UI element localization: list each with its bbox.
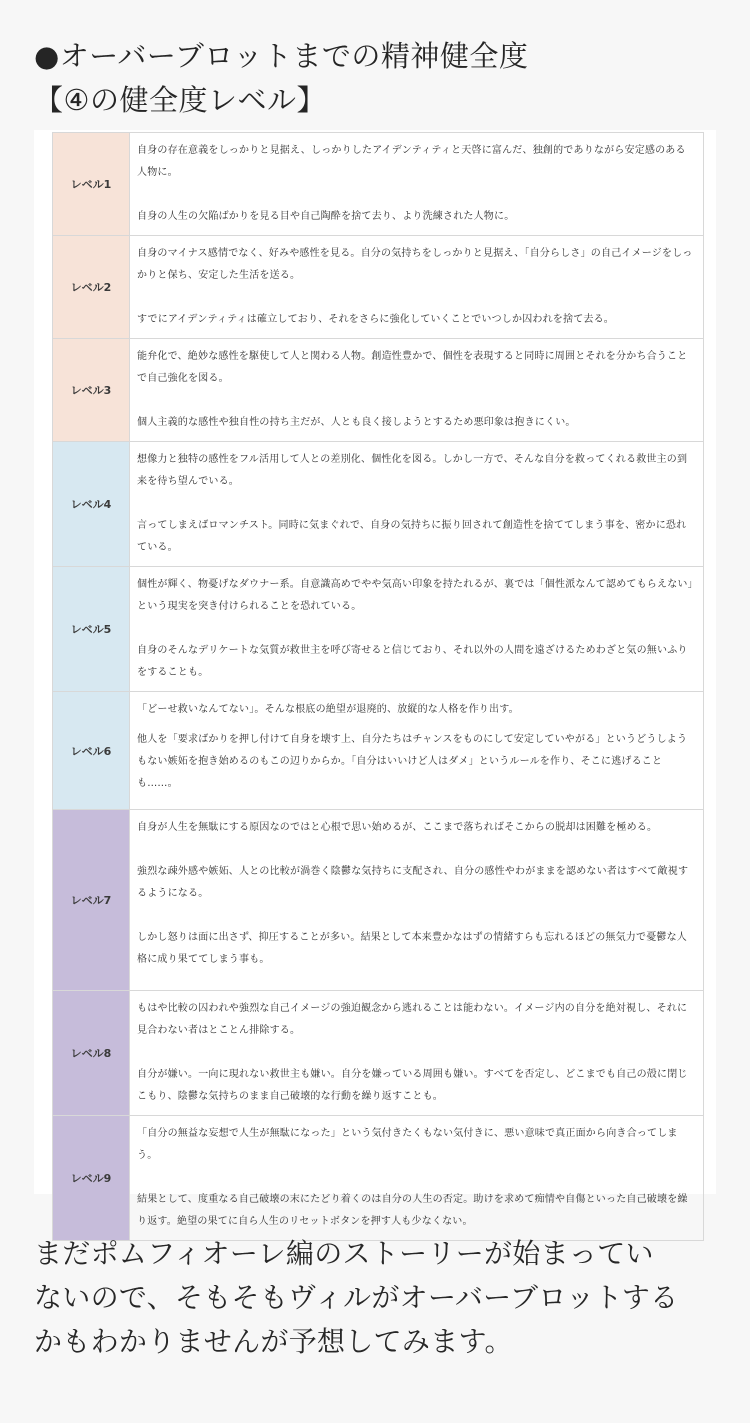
description-paragraph: 自身のマイナス感情でなく、好みや感性を見る。自分の気持ちをしっかりと見据え、「自分らしさ」の自己イメージをしっかりと保ち、安定した生活を送る。: [137, 248, 693, 281]
description-paragraph: 「どーせ救いなんてない」。そんな根底の絶望が退廃的、放縦的な人格を作り出す。: [137, 704, 519, 715]
level-label: レベル5: [53, 567, 130, 692]
level-label: レベル4: [53, 442, 130, 567]
level-label: レベル8: [53, 991, 130, 1116]
description-paragraph: 自身が人生を無駄にする原因なのではと心根で思い始めるが、ここまで落ちればそこからの脱却は困難を極める。: [137, 822, 658, 833]
description-paragraph: 自身の存在意義をしっかりと見据え、しっかりしたアイデンティティと天啓に富んだ、独創的でありながら安定感のある人物に。: [137, 145, 686, 178]
description-paragraph: 言ってしまえばロマンチスト。同時に気まぐれで、自身の気持ちに振り回されて創造性を捨ててしまう事を、密かに恐れている。: [137, 520, 687, 553]
description-paragraph: 想像力と独特の感性をフル活用して人との差別化、個性化を図る。しかし一方で、そんな自分を救ってくれる救世主の到来を待ち望んでいる。: [137, 454, 688, 487]
level-description: [130, 236, 704, 339]
table-row-level-3: [53, 339, 704, 442]
description-paragraph: しかし怒りは面に出さず、抑圧することが多い。結果として本来豊かなはずの情緒すらも忘れるほどの無気力で憂鬱な人格に成り果ててしまう事も。: [137, 932, 687, 965]
table-row-level-7: [53, 810, 704, 991]
description-paragraph: 能弁化で、絶妙な感性を駆使して人と関わる人物。創造性豊かで、個性を表現すると同時に周囲とそれを分かち合うことで自己強化を図る。: [137, 351, 688, 384]
table-row-level-2: [53, 236, 704, 339]
table-row-level-5: [53, 567, 704, 692]
level-table: [52, 132, 704, 1241]
body-line: まだポムフィオーレ編のストーリーが始まってい: [34, 1237, 654, 1270]
level-description: [130, 339, 704, 442]
level-description: [130, 692, 704, 810]
level-description: [130, 442, 704, 567]
description-paragraph: 結果として、度重なる自己破壊の末にたどり着くのは自分の人生の否定。助けを求めて痴情や自傷といった自己破壊を繰り返す。絶望の果てに自ら人生のリセットボタンを押す人も少なくない。: [137, 1194, 688, 1227]
description-paragraph: 自分が嫌い。一向に現れない救世主も嫌い。自分を嫌っている周囲も嫌い。すべてを否定し、どこまでも自己の殻に閉じこもり、陰鬱な気持ちのまま自己破壊的な行動を繰り返すことも。: [137, 1069, 688, 1102]
level-label: レベル1: [53, 133, 130, 236]
table-row-level-6: [53, 692, 704, 810]
description-paragraph: 個人主義的な感性や独自性の持ち主だが、人とも良く接しようとするため悪印象は抱きにくい。: [137, 417, 576, 428]
level-label: レベル7: [53, 810, 130, 991]
level-table-image: [34, 130, 716, 1227]
table-row-level-4: [53, 442, 704, 567]
description-paragraph: もはや比較の囚われや強烈な自己イメージの強迫観念から逃れることは能わない。イメージ内の自分を絶対視し、それに見合わない者はとことん排除する。: [137, 1003, 688, 1036]
table-row-level-1: [53, 133, 704, 236]
level-label: レベル2: [53, 236, 130, 339]
level-description: [130, 567, 704, 692]
level-label: レベル6: [53, 692, 130, 810]
description-paragraph: すでにアイデンティティは確立しており、それをさらに強化していくことでいつしか囚われを捨て去る。: [137, 314, 614, 325]
level-label: レベル9: [53, 1116, 130, 1241]
level-description: [130, 991, 704, 1116]
body-line: かもわかりませんが予想してみます。: [34, 1325, 513, 1358]
table-row-level-9: [53, 1116, 704, 1241]
body-paragraph: [34, 1232, 724, 1364]
heading-subtitle: 【④の健全度レベル】: [34, 83, 326, 117]
description-paragraph: 「自分の無益な妄想で人生が無駄になった」という気付きたくもない気付きに、悪い意味で真正面から向き合ってしまう。: [137, 1128, 678, 1161]
section-heading: [34, 34, 724, 122]
level-description: [130, 810, 704, 991]
level-description: [130, 1116, 704, 1241]
description-paragraph: 自身の人生の欠陥ばかりを見る目や自己陶酔を捨て去り、より洗練された人物に。: [137, 211, 515, 222]
level-description: [130, 133, 704, 236]
description-paragraph: 自身のそんなデリケートな気質が救世主を呼び寄せると信じており、それ以外の人間を遠ざけるためわざと気の無いふりをすることも。: [137, 645, 688, 678]
heading-title: ●オーバーブロットまでの精神健全度: [34, 39, 529, 73]
table-row-level-8: [53, 991, 704, 1116]
body-line: ないので、そもそもヴィルがオーバーブロットする: [34, 1281, 679, 1314]
description-paragraph: 個性が輝く、物憂げなダウナー系。自意識高めでやや気高い印象を持たれるが、裏では「個性派なんて認めてもらえない」という現実を突き付けられることを恐れている。: [137, 579, 693, 612]
description-paragraph: 他人を「要求ばかりを押し付けて自身を壊す上、自分たちはチャンスをものにして安定していやがる」というどうしようもない嫉妬を抱き始めるのもこの辺りからか。「自分はいいけど人はダメ」というルールを作り、そこに逃げることも……。: [137, 734, 688, 789]
description-paragraph: 強烈な疎外感や嫉妬、人との比較が渦巻く陰鬱な気持ちに支配され、自分の感性やわがままを認めない者はすべて敵視するようになる。: [137, 866, 689, 899]
level-label: レベル3: [53, 339, 130, 442]
